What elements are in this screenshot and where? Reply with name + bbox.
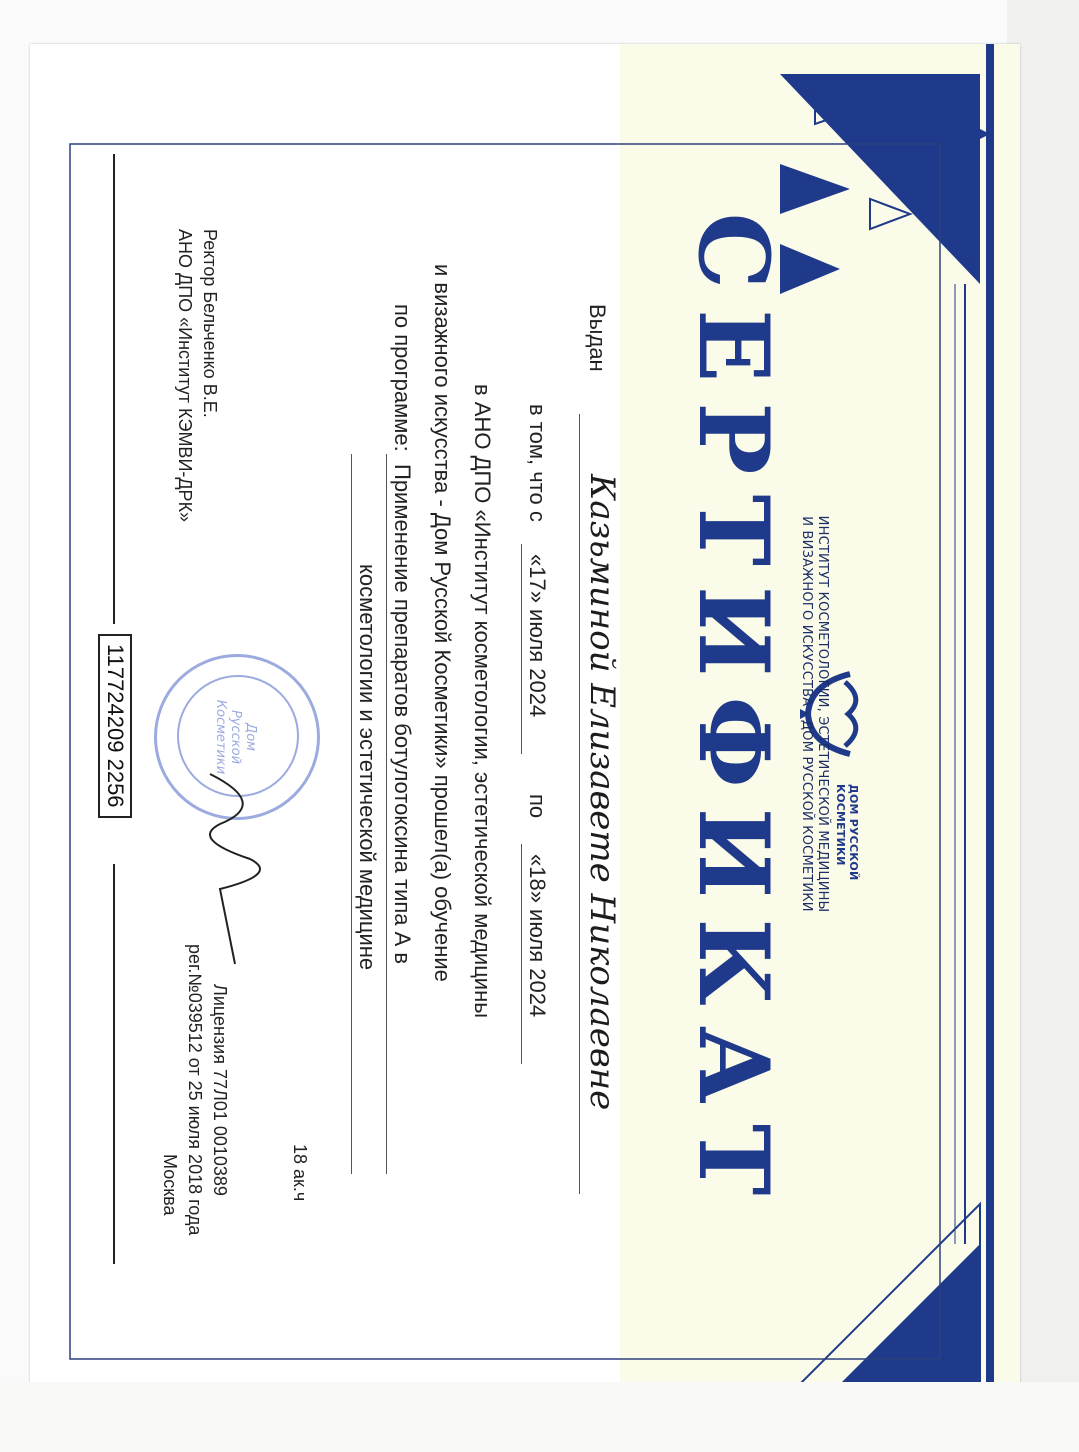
logo-institute-line1: ИНСТИТУТ КОСМЕТОЛОГИИ, ЭСТЕТИЧЕСКОЙ МЕДИЦИНЫ bbox=[815, 515, 830, 913]
date-from: «17» июля 2024 bbox=[525, 554, 550, 718]
license-line1: Лицензия 77Л01 0010389 bbox=[210, 984, 230, 1196]
program-line2: косметологии и эстетической медицине bbox=[355, 564, 380, 971]
recipient-name: Казьминой Елизавете Николаевне bbox=[582, 474, 622, 1111]
date-to: «18» июля 2024 bbox=[525, 854, 550, 1018]
rector-line1: Ректор Бельченко В.Е. bbox=[200, 229, 220, 418]
license-line2: рег.№039512 от 25 июля 2018 года bbox=[185, 944, 205, 1236]
institution-line1: в АНО ДПО «Институт косметологии, эстетической медицины bbox=[470, 384, 495, 1019]
recipient-underline bbox=[579, 414, 580, 1194]
logo-institute-line2: И ВИЗАЖНОГО ИСКУССТВА - ДОМ РУССКОЙ КОСМЕТИКИ bbox=[799, 516, 814, 912]
certificate-content bbox=[30, 44, 1020, 1384]
program-underline-1 bbox=[386, 454, 387, 1174]
photo-background-left bbox=[0, 0, 30, 1452]
license-line3: Москва bbox=[160, 1154, 180, 1216]
issued-label: Выдан bbox=[585, 304, 610, 372]
signature-line-right bbox=[113, 864, 115, 1264]
certificate-title: СЕРТИФИКАТ bbox=[677, 212, 790, 1216]
certificate-page bbox=[30, 44, 1020, 1384]
institution-line2: и визажного искусства - Дом Русской Косметики» прошел(а) обучение bbox=[430, 264, 455, 982]
stamp-text: Дом Русской Косметики bbox=[213, 699, 258, 775]
program-underline-2 bbox=[351, 454, 352, 1174]
triangle-small-1 bbox=[780, 164, 850, 214]
period-prefix: в том, что с bbox=[525, 404, 550, 522]
rector-line2: АНО ДПО «Институт КЭМВИ-ДРК» bbox=[175, 229, 195, 523]
serial-number: 117724209 2256 bbox=[98, 634, 132, 818]
program-label: по программе: bbox=[390, 304, 415, 452]
date-from-underline bbox=[521, 544, 522, 754]
signature-line-left bbox=[113, 154, 115, 624]
triangle-large-bottom-right bbox=[840, 1244, 980, 1384]
program-line1: Применение препаратов ботулотоксина типа А в bbox=[390, 464, 415, 965]
period-mid: по bbox=[525, 794, 550, 819]
logo-brand: ДОМ РУССКОЙ КОСМЕТИКИ bbox=[834, 784, 860, 881]
hours: 18 ак.ч bbox=[290, 1144, 310, 1202]
photo-background-bottom bbox=[0, 1382, 1079, 1452]
date-to-underline bbox=[521, 844, 522, 1064]
photo-background-top bbox=[30, 0, 1079, 44]
